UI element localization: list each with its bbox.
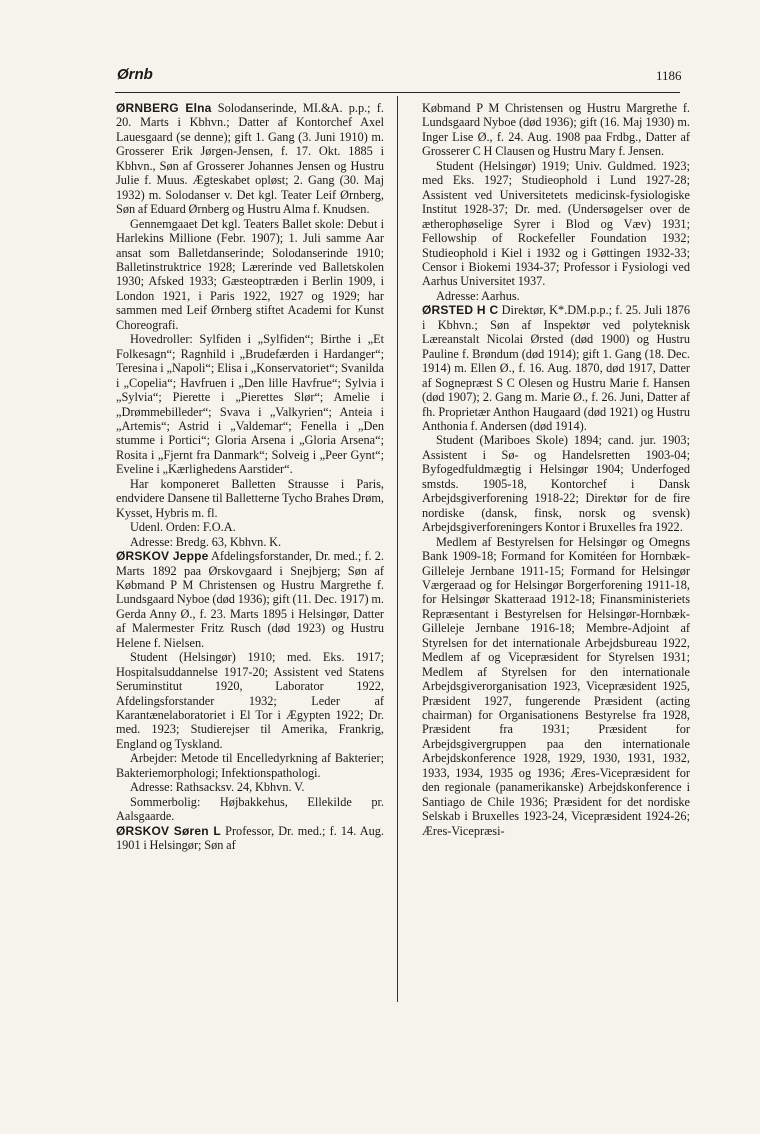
entry-address: Adresse: Rathsacksv. 24, Kbhvn. V. — [130, 780, 305, 795]
entry-address: Adresse: Aarhus. — [436, 288, 520, 303]
entry-career: Student (Helsingør) 1919; Univ. Guldmed. 1923; med Eks. 1927; Studieophold i Lund 1927-28; Assistent ved Universitetets medicinsk-fysiologiske Institut 1928-37; Dr. med. (Undersøgelser over de ætherophøselige Syrer i Blod og Væv) 1931; Fellowship of Rockefeller Foundation 1932; Studieophold i Kiel i 1932 og i Gøttingen 1932-33; Censor i Biokemi 1934-37; Professor i Fysiologi ved Aarhus Universitet 1937. — [422, 158, 690, 289]
header-rule — [115, 92, 680, 93]
entry-name: ØRSTED H C — [422, 303, 499, 318]
entry-bio: Direktør, K*.DM.p.p.; f. 25. Juli 1876 i Kbhvn.; Søn af Inspektør ved polyteknisk Læreanstalt Nicolai Ørsted (død 1900) og Hustru Pauline f. Brøndum (død 1914); gift 1. Gang (18. Dec. 1914) m. Ellen Ø., f. 16. Aug. 1870, død 1917, Datter af Sognepræst S C Olesen og Hustru Marie f. Hansen (død 1907); 2. Gang m. Marie Ø., f. 26. Juni, Datter af fh. Proprietær Anthon Haugaard (død 1921) og Hustru Anthonia f. Andersen (død 1914). — [422, 303, 690, 433]
page-number: 1186 — [656, 68, 682, 83]
entry-name: ØRNBERG Elna — [116, 101, 212, 115]
entry-name: ØRSKOV Jeppe — [116, 549, 209, 564]
right-column — [422, 101, 690, 838]
entry-bio: Afdelingsforstander, Dr. med.; f. 2. Marts 1892 paa Ørskovgaard i Snejbjerg; Søn af Købmand P M Christensen og Hustru Margrethe f. Lundsgaard Nyboe (død 1936); gift (11. Dec. 1917) m. Gerda Anny Ø., f. 23. Marts 1895 i Helsingør, Datter af Malermester Fritz Rusch (død 1923) og Hustru Helene f. Nielsen. — [116, 549, 384, 650]
entry-bio: Solodanserinde, MI.&A. p.p.; f. 20. Marts i Kbhvn.; Datter af Kontorchef Axel Lauesgaard (se denne); gift 1. Gang (3. Juni 1910) m. Grosserer Erik Jørgen-Jensen, f. 17. Okt. 1885 i Kbhvn., Søn af Grosserer Johannes Jensen og Hustru Julie f. Muus. Ægteskabet opløst; 2. Gang (30. Maj 1932) m. Solodanser v. Det kgl. Teater Leif Ørnberg, Søn af Eduard Ørnberg og Hustru Alma f. Knudsen. — [116, 101, 384, 217]
entry-compositions: Har komponeret Balletten Strausse i Paris, endvidere Dansene til Balletterne Tycho Brahes Drøm, Kysset, Hybris m. fl. — [116, 476, 384, 520]
running-head-section: Ørnb — [117, 66, 153, 83]
entry-orders: Udenl. Orden: F.O.A. — [130, 520, 236, 535]
entry-orsted-hc — [422, 303, 690, 433]
entry-ornberg-elna — [116, 101, 384, 217]
entry-address: Adresse: Bredg. 63, Kbhvn. K. — [130, 534, 282, 549]
entry-bio: Professor, Dr. med.; f. 14. Aug. 1901 i Helsingør; Søn af — [116, 823, 384, 853]
entry-career: Gennemgaaet Det kgl. Teaters Ballet skole: Debut i Harlekins Millione (Febr. 1907); 1. Juli samme Aar ansat som Balletdanserinde; Solodanserinde 1910; Balletinstruktrice 1928; Lærerinde ved Balletskolen 1930; Afsked 1933; Gæsteoptræden i Berlin 1909, i London 1921, i Paris 1922, 1927 og 1929; har sammen med Leif Ørnberg stiftet Academi for Kunst Choreografi. — [116, 216, 384, 332]
entry-bio-continued: Købmand P M Christensen og Hustru Margrethe f. Lundsgaard Nyboe (død 1936); gift (16. Maj 1930) m. Inger Lise Ø., f. 24. Aug. 1908 paa Frdbg., Datter af Grosserer C H Clausen og Hustru Mary f. Jensen. — [422, 101, 690, 159]
column-divider — [397, 96, 398, 1002]
entry-works: Arbejder: Metode til Encelledyrkning af Bakterier; Bakteriemorphologi; Infektionspathologi. — [116, 751, 384, 780]
entry-memberships: Medlem af Bestyrelsen for Helsingør og Omegns Bank 1909-18; Formand for Komitéen for Hornbæk-Gilleleje Jernbane 1911-15; Formand for Helsingør Værgeraad og for Helsingør Borgerforening 1911-18, for Helsingør Skatteraad 1912-18; Finansministeriets Repræsentant i Bestyrelsen for Helsingør-Hornbæk-Gilleleje Jernbane 1916-18; Membre-Adjoint af Styrelsen for det internationale Arbejdsbureau 1922, Medlem af og Vicepræsident for Styrelsen 1931; Medlem af Styrelsen for den internationale Arbejdsgiverorganisation 1923, Vicepræsident 1925, Præsident 1927, fungerende Præsident (acting chairman) for Organisationens Bestyrelse fra 1928, Præsident fra 1931; Præsident for Arbejdsgivergruppen paa den internationale Arbejdskonference 1928, 1929, 1930, 1931, 1932, 1933, 1934, 1935 og 1936; Æres-Vicepræsident for den regionale (panamerikanske) Arbejdskonference i Santiago de Chile 1936; Præsident for det nordiske Selskab i Bruxelles 1923-24, Vicepræsident 1924-26; Æres-Vicepræsi- — [422, 534, 690, 838]
left-column — [116, 101, 384, 853]
entry-name: ØRSKOV Søren L — [116, 823, 221, 838]
entry-orskov-jeppe — [116, 549, 384, 650]
entry-career: Student (Mariboes Skole) 1894; cand. jur. 1903; Assistent i Sø- og Handelsretten 1903-04; Byfogedfuldmægtig i Helsingør 1904; Underfoged smstds. 1905-18, Kontorchef i Dansk Arbejdsgiverforening 1918-22; Direktør for de fire nordiske (dansk, finsk, norsk og svensk) Arbejdsgiverforeningers Kontor i Bruxelles fra 1922. — [422, 433, 690, 535]
entry-career: Student (Helsingør) 1910; med. Eks. 1917; Hospitalsuddannelse 1917-20; Assistent ved Statens Seruminstitut 1920, Laborator 1922, Afdelingsforstander 1932; Leder af Karantænelaboratoriet i El Tor i Ægypten 1922; Dr. med. 1923; Studierejser til Amerika, Frankrig, England og Tyskland. — [116, 650, 384, 751]
entry-roles: Hovedroller: Sylfiden i „Sylfiden“; Birthe i „Et Folkesagn“; Ragnhild i „Brudefærden i Hardanger“; Teresina i „Napoli“; Elisa i „Konservatoriet“; Svanilda i „Copelia“; Havfruen i „Den lille Havfrue“; Sylvia i „Sylvia“; Pierette i „Pierettes Slør“; Amelie i „Drømmebilleder“; Svava i „Valkyrien“; Anteia i „Artemis“; Astrid i „Valdemar“; Fenella i „Den stumme i Portici“; Gloria Arsena i „Gloria Arsena“; Rosita i „Fjernt fra Danmark“; Solveig i „Peer Gynt“; Eveline i „Kærlighedens Aarstider“. — [116, 332, 384, 477]
entry-orskov-soren — [116, 824, 384, 853]
entry-summer-address: Sommerbolig: Højbakkehus, Ellekilde pr. Aalsgaarde. — [116, 794, 384, 824]
